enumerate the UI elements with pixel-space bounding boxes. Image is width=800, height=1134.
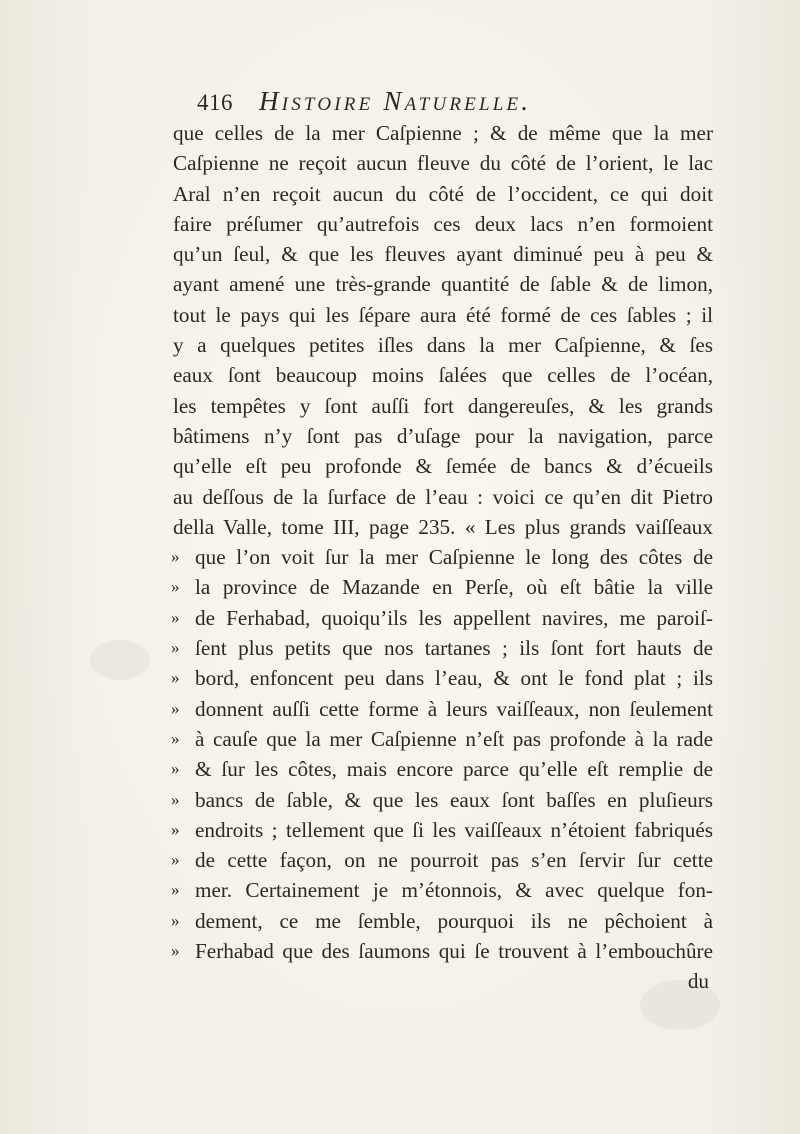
text-line [173,572,713,602]
line-text: ſent plus petits que nos tartanes ; ils ſont fort hauts de [195,636,713,661]
line-text: mer. Certainement je m’étonnois, & avec quelque fon- [195,878,713,903]
line-text: la province de Mazande en Perſe, où eſt bâtie la ville [195,575,713,600]
text-line [173,875,713,905]
text-line [173,421,713,451]
text-line [173,906,713,936]
line-text: dement, ce me ſemble, pourquoi ils ne pêchoient à [195,908,713,933]
text-line [173,239,713,269]
text-line [173,785,713,815]
quote-mark: » [171,880,180,900]
line-text: Ferhabad que des ſaumons qui ſe trouvent à l’embouchûre [195,939,713,964]
page-number: 416 [197,90,233,115]
text-line [173,633,713,663]
quote-mark: » [171,819,180,839]
text-line [173,269,713,299]
line-text: bancs de ſable, & que les eaux ſont baſſes en pluſieurs [195,787,713,812]
quote-mark: » [171,577,180,597]
quote-mark: » [171,941,180,961]
line-text: de Ferhabad, quoiqu’ils les appellent navires, me paroiſ- [195,605,713,630]
paper-stain [90,640,150,680]
line-text: qu’un ſeul, & que les fleuves ayant diminué peu à peu & [173,242,713,267]
body-text [173,118,713,997]
text-line [173,360,713,390]
text-line [173,694,713,724]
text-line [173,482,713,512]
quote-mark: » [171,728,180,748]
line-text: les tempêtes y ſont auſſi fort dangereuſes, & les grands [173,393,713,418]
line-text: y a quelques petites iſles dans la mer Caſpienne, & ſes [173,333,713,358]
quote-mark: » [171,789,180,809]
text-line [173,815,713,845]
text-line [173,936,713,966]
text-line [173,754,713,784]
line-text: au deſſous de la ſurface de l’eau : voici ce qu’en dit Pietro [173,484,713,509]
quote-mark: » [171,698,180,718]
quote-mark: » [171,547,180,567]
running-head [197,86,657,120]
line-text: bâtimens n’y ſont pas d’uſage pour la navigation, parce [173,423,713,448]
line-text: à cauſe que la mer Caſpienne n’eſt pas profonde à la rade [195,726,713,751]
line-text: Caſpienne ne reçoit aucun fleuve du côté de l’orient, le lac [173,151,713,176]
line-text: bord, enfoncent peu dans l’eau, & ont le fond plat ; ils [195,666,713,691]
text-line [173,179,713,209]
quote-mark: » [171,850,180,870]
line-text: faire préſumer qu’autrefois ces deux lacs n’en formoient [173,211,713,236]
text-line [173,118,713,148]
line-text: endroits ; tellement que ſi les vaiſſeaux n’étoient fabriqués [195,817,713,842]
text-line [173,542,713,572]
line-text: eaux ſont beaucoup moins ſalées que celles de l’océan, [173,363,713,388]
quote-mark: » [171,910,180,930]
line-text: donnent auſſi cette forme à leurs vaiſſeaux, non ſeulement [195,696,713,721]
line-text: que l’on voit ſur la mer Caſpienne le long des côtes de [195,545,713,570]
line-text: que celles de la mer Caſpienne ; & de même que la mer [173,121,713,145]
text-line [173,209,713,239]
line-text: della Valle, tome III, page 235. « Les plus grands vaiſſeaux [173,514,713,539]
quote-mark: » [171,759,180,779]
text-line [173,148,713,178]
line-text: ayant amené une très-grande quantité de ſable & de limon, [173,272,713,297]
text-line [173,724,713,754]
line-text: & ſur les côtes, mais encore parce qu’elle eſt remplie de [195,757,713,782]
text-line [173,512,713,542]
catchword: du [687,969,709,994]
text-line [173,391,713,421]
quote-mark: » [171,607,180,627]
line-text: tout le pays qui les ſépare aura été formé de ces ſables ; il [173,302,713,327]
line-text: Aral n’en reçoit aucun du côté de l’occident, ce qui doit [173,181,713,206]
text-line [173,603,713,633]
text-line [173,330,713,360]
quote-mark: » [171,668,180,688]
text-line [173,845,713,875]
quote-mark: » [171,638,180,658]
text-line [173,451,713,481]
line-text: qu’elle eſt peu profonde & ſemée de bancs & d’écueils [173,454,713,479]
running-title: Histoire Naturelle. [259,86,532,116]
line-text: de cette façon, on ne pourroit pas s’en ſervir ſur cette [195,848,713,873]
text-line [173,300,713,330]
text-line [173,663,713,693]
